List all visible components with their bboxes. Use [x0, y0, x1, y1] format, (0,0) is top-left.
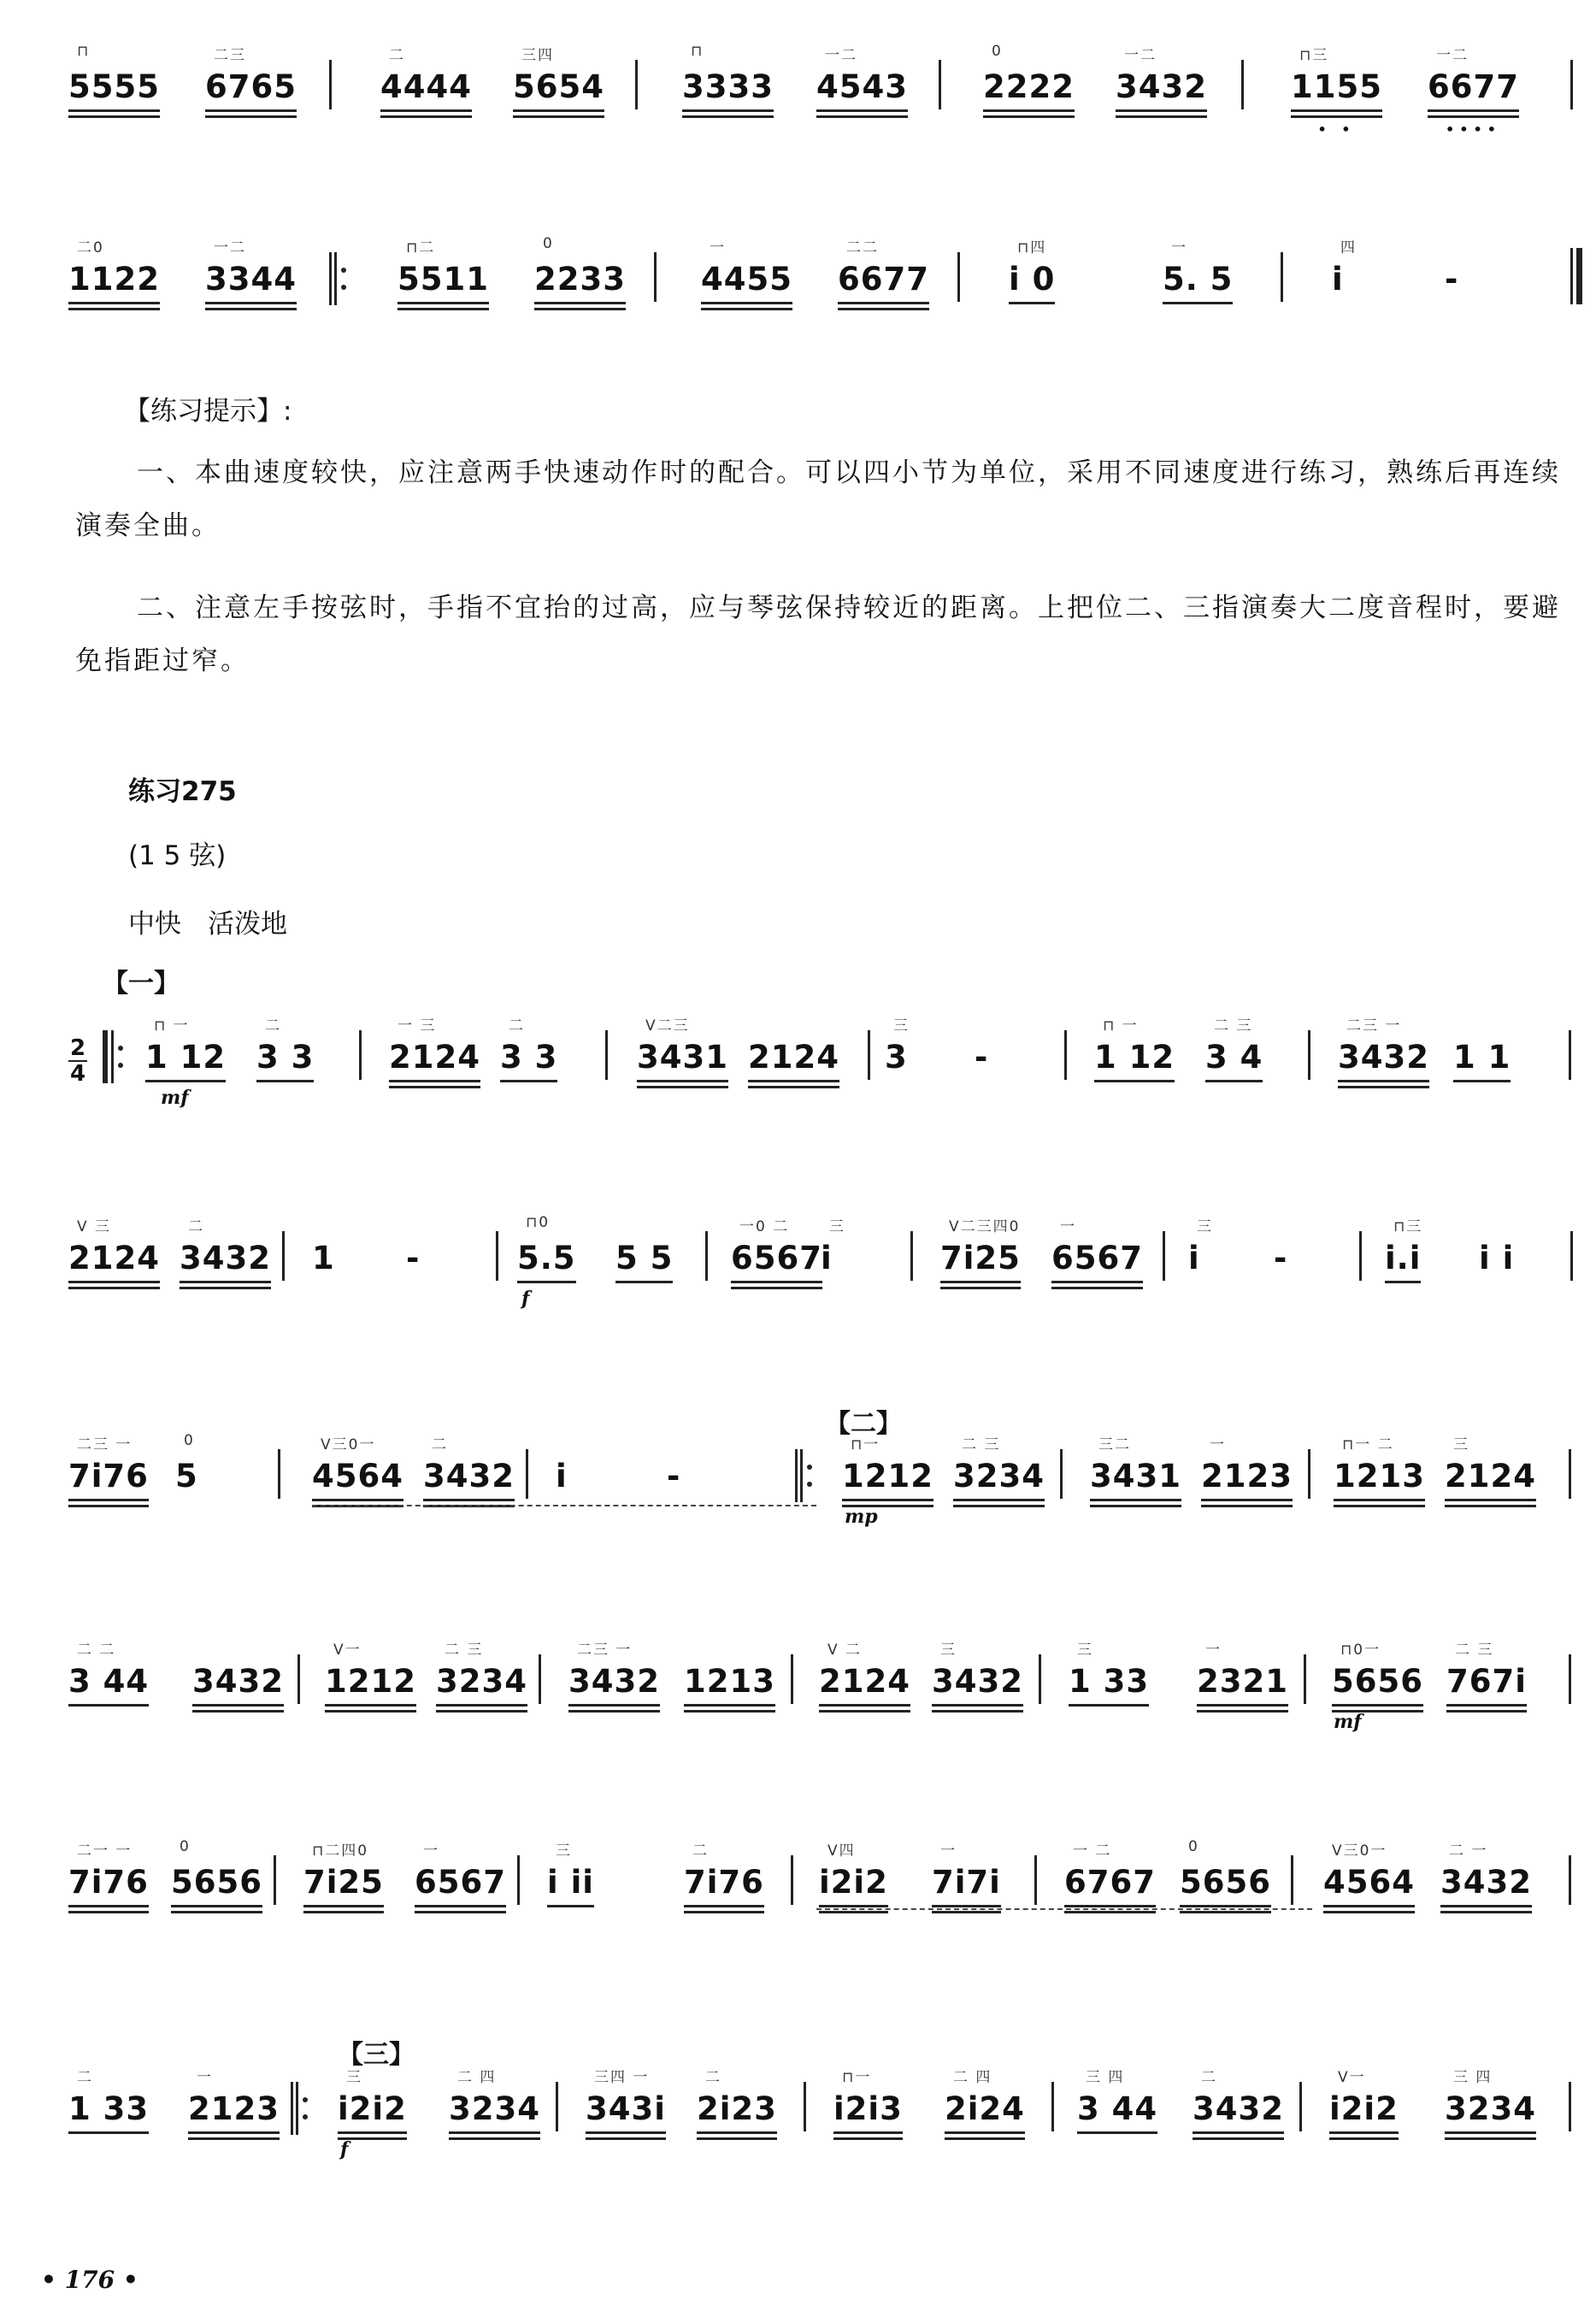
note-group: V三0一 4564	[1323, 1864, 1415, 1901]
note-group: 二 3 3	[500, 1039, 557, 1076]
sustain-dash: -	[1445, 261, 1458, 298]
note-group: 0 5656	[171, 1864, 262, 1901]
note-group: 0 2233	[534, 261, 626, 298]
barline	[1570, 1231, 1573, 1281]
barline	[329, 60, 332, 109]
note-group: 0 5656	[1180, 1864, 1271, 1901]
note-group: V一 1212	[325, 1663, 416, 1700]
note-group: 一 2321	[1197, 1663, 1288, 1700]
note-group: 三 i ii	[547, 1864, 594, 1901]
note-group: ⊓0一 5656	[1332, 1663, 1423, 1700]
note-group: 一二 3344	[205, 261, 297, 298]
barline	[1060, 1449, 1063, 1499]
dynamic-marking: f	[521, 1288, 530, 1310]
note-group: ⊓二 5511	[398, 261, 489, 298]
note: 0 5	[175, 1432, 198, 1494]
note-group: 一 6567	[1051, 1240, 1143, 1276]
note: 四 i	[1332, 239, 1357, 298]
section-marker-1: 【一】	[103, 969, 180, 999]
sustain-dash: -	[1274, 1240, 1287, 1276]
note-group: ⊓0 5.5	[517, 1240, 576, 1276]
note-group: 一 二 6767	[1064, 1864, 1156, 1901]
barline	[1308, 1030, 1310, 1080]
barline	[654, 252, 657, 302]
note-group: i i	[1479, 1240, 1515, 1276]
barline	[1308, 1449, 1310, 1499]
strings-label: (1 5 弦)	[128, 840, 227, 871]
note-group: ⊓一 1212	[842, 1458, 933, 1494]
note-group: 三四 一 343i	[586, 2090, 666, 2127]
barline	[868, 1030, 870, 1080]
score-row-2	[68, 227, 1581, 321]
note-group: ⊓ 一 1 12	[1094, 1039, 1175, 1076]
barline	[791, 1654, 793, 1704]
score-row-5	[68, 1424, 1581, 1528]
barline	[957, 252, 960, 302]
barline	[1570, 60, 1573, 109]
note-group: 二 三 3234	[953, 1458, 1045, 1494]
barline	[1304, 1654, 1306, 1704]
note-group: 二二 6677	[838, 261, 929, 298]
barline	[359, 1030, 362, 1080]
note-group: 三 四 3 44	[1077, 2090, 1157, 2127]
note-group: ⊓二四0 7i25	[303, 1864, 384, 1901]
repeat-start-barline	[329, 252, 343, 305]
hint-paragraph-1: 一、本曲速度较快，应注意两手快速动作时的配合。可以四小节为单位，采用不同速度进行练习，熟练后再连续演奏全曲。	[75, 457, 1561, 541]
page-number: • 176 •	[41, 2266, 138, 2294]
barline	[939, 60, 941, 109]
barline	[1051, 2082, 1054, 2131]
note-group: V二三四0 7i25	[940, 1240, 1021, 1276]
dynamic-marking: f	[340, 2138, 349, 2161]
note-group: 二三 一 3432	[1338, 1039, 1429, 1076]
barline	[1569, 1449, 1571, 1499]
note-group: 三 四 3234	[1445, 2090, 1536, 2127]
note: 三 i	[1188, 1218, 1213, 1276]
note-group: 2124	[748, 1039, 839, 1076]
note-group: 一二 3432	[1116, 68, 1207, 105]
barline	[517, 1855, 520, 1905]
note-group: ⊓一 二 1213	[1334, 1458, 1425, 1494]
note-group: ⊓四 i 0	[1009, 261, 1055, 298]
barline	[1034, 1855, 1037, 1905]
note-group: 二 3432	[180, 1240, 271, 1276]
note: 三 i	[821, 1218, 845, 1276]
barline	[282, 1231, 285, 1281]
dynamic-marking: mf	[1334, 1711, 1362, 1733]
note-group: 一 5. 5	[1163, 261, 1233, 298]
barline	[1359, 1231, 1362, 1281]
note-group: 二 3432	[423, 1458, 515, 1494]
barline	[1281, 252, 1283, 302]
note-group: 二 2i23	[697, 2090, 777, 2127]
note-group: 一 7i7i	[932, 1864, 1001, 1901]
section-marker-2: 【二】	[825, 1409, 902, 1439]
barline	[605, 1030, 608, 1080]
note-group: 二三 一 3432	[568, 1663, 660, 1700]
note-group: 二 四 2i24	[945, 2090, 1025, 2127]
barline	[705, 1231, 708, 1281]
note-group: 二 4444	[380, 68, 472, 105]
score-row-6	[68, 1629, 1581, 1733]
note-group: 二 1 33	[68, 2090, 149, 2127]
note-group: 5 5	[615, 1240, 673, 1276]
barline	[910, 1231, 913, 1281]
barline	[1163, 1231, 1165, 1281]
barline	[1569, 1030, 1571, 1080]
time-signature: 2 4	[69, 1035, 86, 1087]
score-row-7	[68, 1830, 1581, 1924]
note-group: 二三 一 7i76	[68, 1458, 149, 1494]
note-group: 一 三 2124	[389, 1039, 480, 1076]
barline	[635, 60, 638, 109]
slur-line	[816, 1908, 1312, 1910]
note-group: ⊓ 3333	[682, 68, 774, 105]
note-group: 二一 一 7i76	[68, 1864, 149, 1901]
sustain-dash: -	[975, 1039, 988, 1076]
note-group: 三 1 33	[1069, 1663, 1149, 1700]
sustain-dash: -	[667, 1458, 680, 1494]
score-row-1	[68, 34, 1581, 138]
exercise-title: 练习275	[128, 776, 237, 807]
note-group: ⊓ 5555	[68, 68, 160, 105]
sustain-dash: -	[406, 1240, 420, 1276]
hint-title: 【练习提示】:	[124, 396, 292, 427]
note-group: ⊓ 一 1 12	[145, 1039, 226, 1076]
note-group: 二 3432	[1193, 2090, 1284, 2127]
barline	[1569, 2082, 1571, 2131]
note-group: V三0一 4564	[312, 1458, 403, 1494]
note-group: 二 一 3432	[1440, 1864, 1532, 1901]
note-group: 三 2124	[1445, 1458, 1536, 1494]
note-group: 三二 3431	[1090, 1458, 1181, 1494]
note: 三 3	[885, 1017, 910, 1076]
note-group: 1 1	[1453, 1039, 1511, 1076]
note-group: V一 i2i2	[1329, 2090, 1399, 2127]
note-group: 三 3432	[932, 1663, 1023, 1700]
note-group: 二 3 3	[256, 1039, 314, 1076]
repeat-start-barline	[103, 1030, 116, 1083]
note-group: V二三 3431	[637, 1039, 728, 1076]
barline	[278, 1449, 280, 1499]
note-group: 一二 4543	[816, 68, 908, 105]
barline	[1064, 1030, 1067, 1080]
note-group: 二 三 3 4	[1205, 1039, 1263, 1076]
note-group: ⊓三 1155 • •	[1291, 47, 1382, 138]
note-group: 1213	[684, 1663, 775, 1700]
note-group: 二三 6765	[205, 68, 297, 105]
note: 1	[312, 1240, 335, 1276]
note-group: V 三 2124	[68, 1240, 160, 1276]
note-group: 一 2123	[188, 2090, 280, 2127]
tempo-marking: 中快 活泼地	[128, 909, 287, 940]
barline	[526, 1449, 528, 1499]
dynamic-marking: mf	[161, 1087, 189, 1109]
hint-paragraph-2: 二、注意左手按弦时，手指不宜抬的过高，应与琴弦保持较近的距离。上把位二、三指演奏大二度音程时，要避免指距过窄。	[75, 592, 1561, 676]
note-group: 一二 6677 ••••	[1428, 47, 1519, 138]
section-marker-3: 【三】	[338, 2040, 415, 2070]
barline	[556, 2082, 558, 2131]
note-group: 一0 二 6567	[731, 1240, 822, 1276]
barline	[1291, 1855, 1293, 1905]
barline	[804, 2082, 806, 2131]
barline	[1299, 2082, 1302, 2131]
barline	[791, 1855, 793, 1905]
dynamic-marking: mp	[845, 1506, 878, 1528]
note-group: ⊓一 i2i3	[833, 2090, 903, 2127]
note-group: 一 4455	[701, 261, 792, 298]
note-group: V四 i2i2	[819, 1864, 888, 1901]
barline	[496, 1231, 498, 1281]
barline	[1569, 1855, 1571, 1905]
note-group: 二 二 3 44	[68, 1663, 149, 1700]
barline	[297, 1654, 300, 1704]
note-group: 二 三 3234	[436, 1663, 527, 1700]
note-group: 二 四 3234	[449, 2090, 540, 2127]
slur-line	[312, 1505, 816, 1506]
note-group: V 二 2124	[819, 1663, 910, 1700]
score-row-3	[68, 1005, 1581, 1109]
final-barline	[1570, 248, 1582, 304]
repeat-start-barline	[291, 2082, 304, 2135]
note-group: 二0 1122	[68, 261, 160, 298]
score-row-8	[68, 2056, 1581, 2161]
note-group: 3432	[192, 1663, 284, 1700]
note-group: 二 7i76	[684, 1864, 764, 1901]
repeat-start-barline	[795, 1449, 809, 1502]
barline	[539, 1654, 541, 1704]
barline	[274, 1855, 276, 1905]
note-group: 三四 5654	[513, 68, 604, 105]
note: i	[556, 1458, 568, 1494]
note-group: 三 i2i2	[338, 2090, 407, 2127]
barline	[1241, 60, 1244, 109]
barline	[1569, 1654, 1571, 1704]
note-group: 0 2222	[983, 68, 1075, 105]
score-row-4	[68, 1206, 1581, 1310]
note-group: 一 6567	[415, 1864, 506, 1901]
barline	[1039, 1654, 1041, 1704]
note-group: ⊓三 i.i	[1385, 1240, 1421, 1276]
note-group: 二 三 767i	[1446, 1663, 1527, 1700]
note-group: 一 2123	[1201, 1458, 1293, 1494]
